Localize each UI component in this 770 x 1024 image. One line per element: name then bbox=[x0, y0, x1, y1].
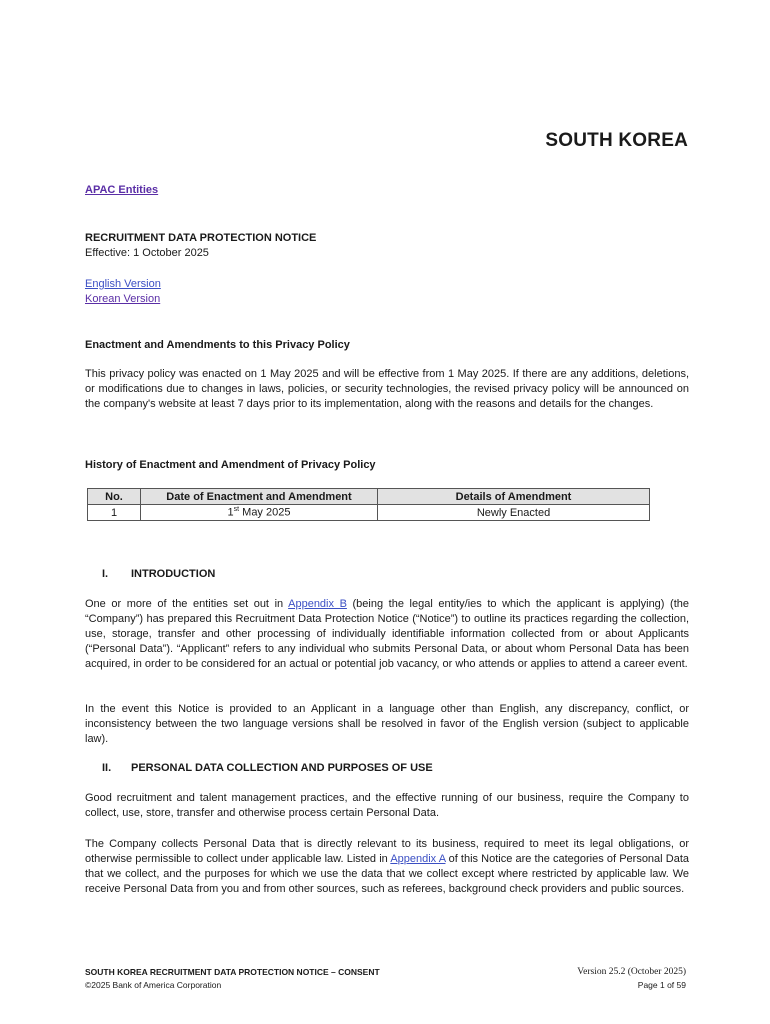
introduction-paragraph-1: One or more of the entities set out in Appendix B (being the legal entity/ies to which the applicant is applying) (the “Company”) has prepared this Recruitment Data Protection Notice (“Notice”) to outline its practices regarding the collection, use, storage, transfer and other processing of individually identifiable information collected from or about Applicants (“Personal Data”). “Applicant” refers to any individual who submits Personal Data, or about whom Personal Data has been acquired, in order to be considered for an actual or potential job vacancy, or who attends or applies to attend a career event. bbox=[85, 598, 690, 670]
english-version-link[interactable]: English Version bbox=[85, 278, 161, 290]
enactment-heading: Enactment and Amendments to this Privacy Policy bbox=[85, 339, 350, 351]
appendix-b-link[interactable]: Appendix B bbox=[288, 598, 347, 610]
enactment-paragraph: This privacy policy was enacted on 1 May 2025 and will be effective from 1 May 2025. If there are any additions, deletions, or modifications due to changes in laws, policies, or security technologies, the revised privacy policy will be announced on the company's website at least 7 days prior to its implementation, along with the reasons and details for the changes. bbox=[85, 368, 689, 410]
apac-entities-link[interactable]: APAC Entities bbox=[85, 184, 159, 196]
effective-date: Effective: 1 October 2025 bbox=[85, 247, 209, 259]
section-number: II. bbox=[102, 762, 112, 774]
cell-details: Newly Enacted bbox=[378, 505, 650, 521]
history-table-header bbox=[88, 489, 650, 505]
collection-paragraph-1: Good recruitment and talent management practices, and the effective running of our business, require the Company to collect, use, store, transfer and otherwise process certain Personal Data. bbox=[85, 792, 689, 819]
section-title: INTRODUCTION bbox=[131, 568, 216, 580]
col-no: No. bbox=[88, 489, 141, 505]
footer-copyright: ©2025 Bank of America Corporation bbox=[85, 980, 222, 990]
footer-right bbox=[577, 966, 686, 992]
appendix-a-link[interactable]: Appendix A bbox=[390, 853, 446, 865]
korean-version-link[interactable]: Korean Version bbox=[85, 293, 161, 305]
footer-version: Version 25.2 (October 2025) bbox=[577, 967, 686, 977]
page-number: Page 1 of 59 bbox=[637, 980, 686, 990]
table-row bbox=[88, 505, 650, 521]
notice-title: RECRUITMENT DATA PROTECTION NOTICE bbox=[85, 232, 317, 244]
country-title: SOUTH KOREA bbox=[545, 130, 688, 151]
introduction-paragraph-2: In the event this Notice is provided to an Applicant in a language other than English, any discrepancy, conflict, or inconsistency between the two language versions shall be resolved in favor of the English version (subject to applicable law). bbox=[85, 703, 689, 745]
footer-title: SOUTH KOREA RECRUITMENT DATA PROTECTION NOTICE – CONSENT bbox=[85, 967, 380, 977]
section-title: PERSONAL DATA COLLECTION AND PURPOSES OF USE bbox=[131, 762, 433, 774]
col-details: Details of Amendment bbox=[378, 489, 650, 505]
cell-no: 1 bbox=[88, 505, 141, 521]
section-number: I. bbox=[102, 568, 109, 580]
cell-date: 1st May 2025 bbox=[141, 505, 378, 521]
history-heading: History of Enactment and Amendment of Privacy Policy bbox=[85, 459, 376, 471]
history-table bbox=[87, 488, 650, 521]
col-date: Date of Enactment and Amendment bbox=[141, 489, 378, 505]
footer-left bbox=[85, 966, 380, 992]
collection-paragraph-2: The Company collects Personal Data that is directly relevant to its business, required to meet its legal obligations, or otherwise permissible to collect under applicable law. Listed in Appendix A of this Notice are the categories of Personal Data that we collect, and the purposes for which we use the data that we collect except where restricted by applicable law. We receive Personal Data from you and from other sources, such as referees, background check providers and public sources. bbox=[85, 838, 689, 895]
